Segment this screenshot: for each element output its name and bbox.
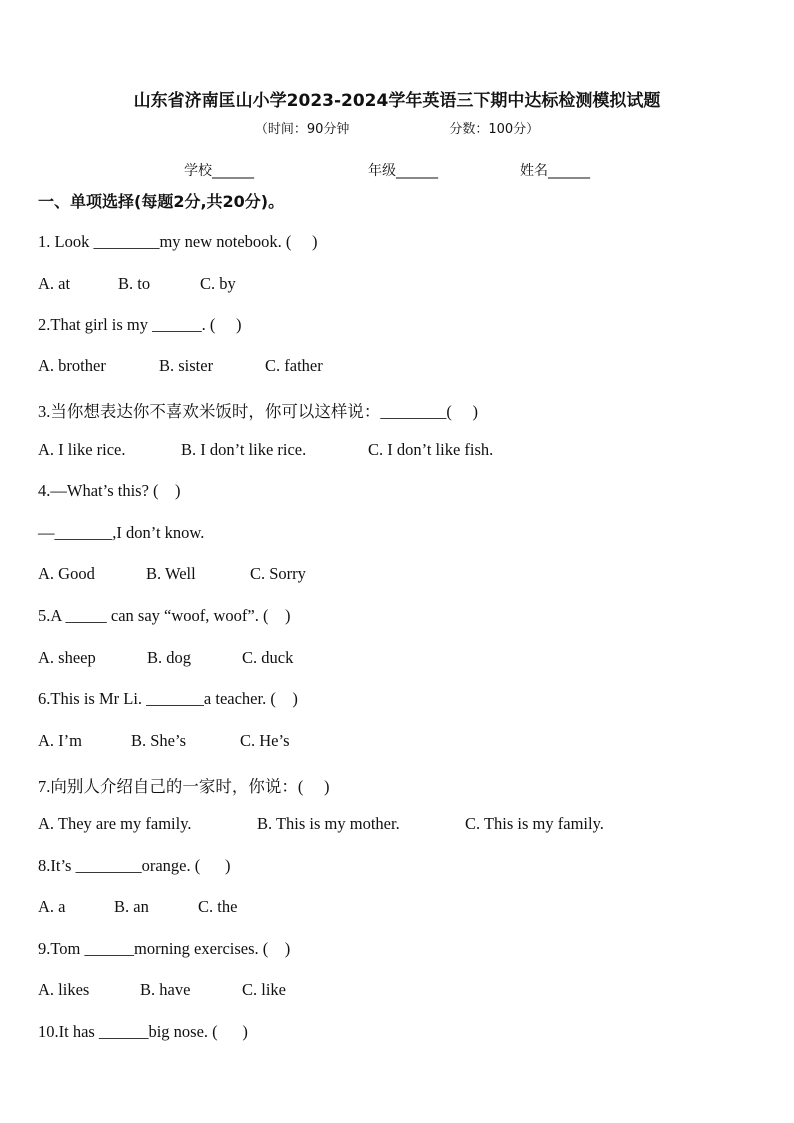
question-1: 1. Look ________my new notebook. ( ) [38, 232, 318, 251]
option-a: A. I’m [38, 731, 82, 750]
question-2: 2.That girl is my ______. ( ) [38, 315, 242, 334]
option-b: B. Well [146, 564, 196, 583]
option-c: C. This is my family. [465, 814, 604, 833]
option-a: A. I like rice. [38, 440, 126, 459]
school-field: 学校______ [184, 163, 254, 179]
option-c: C. He’s [240, 731, 290, 750]
option-b: B. an [114, 897, 149, 916]
option-c: C. I don’t like fish. [368, 440, 494, 459]
question-3: 3.当你想表达你不喜欢米饭时，你可以这样说：________( ) [38, 402, 478, 421]
option-b: B. dog [147, 648, 192, 667]
question-9: 9.Tom ______morning exercises. ( ) [38, 939, 291, 958]
exam-score: 分数：100分） [449, 122, 540, 137]
option-b: B. This is my mother. [257, 814, 400, 833]
option-c: C. duck [242, 648, 294, 667]
page-title: 山东省济南匡山小学2023-2024学年英语三下期中达标检测模拟试题 [133, 91, 661, 111]
question-6: 6.This is Mr Li. _______a teacher. ( ) [38, 689, 298, 708]
option-a: A. They are my family. [38, 814, 192, 833]
option-c: C. Sorry [250, 564, 306, 583]
exam-time: （时间：90分钟 [254, 122, 350, 137]
question-10: 10.It has ______big nose. ( ) [38, 1022, 248, 1041]
grade-field: 年级______ [368, 163, 438, 179]
option-a: A. at [38, 274, 71, 293]
question-4-reply: —_______,I don’t know. [38, 523, 205, 542]
question-4: 4.—What’s this? ( ) [38, 481, 181, 500]
question-5: 5.A _____ can say “woof, woof”. ( ) [38, 606, 291, 625]
option-a: A. brother [38, 356, 106, 375]
option-a: A. Good [38, 564, 95, 583]
question-7: 7.向别人介绍自己的一家时，你说：( ) [38, 777, 330, 796]
option-c: C. like [242, 980, 286, 999]
option-b: B. to [118, 274, 151, 293]
section-heading: 一、单项选择(每题2分,共20分)。 [38, 192, 285, 211]
option-c: C. father [265, 356, 323, 375]
option-a: A. a [38, 897, 66, 916]
option-c: C. by [200, 274, 236, 293]
exam-meta [0, 118, 794, 137]
option-b: B. I don’t like rice. [181, 440, 307, 459]
name-field: 姓名______ [520, 163, 590, 179]
option-b: B. She’s [131, 731, 187, 750]
option-a: A. likes [38, 980, 90, 999]
option-b: B. have [140, 980, 191, 999]
option-c: C. the [198, 897, 238, 916]
option-b: B. sister [159, 356, 214, 375]
question-8: 8.It’s ________orange. ( ) [38, 856, 231, 875]
option-a: A. sheep [38, 648, 96, 667]
